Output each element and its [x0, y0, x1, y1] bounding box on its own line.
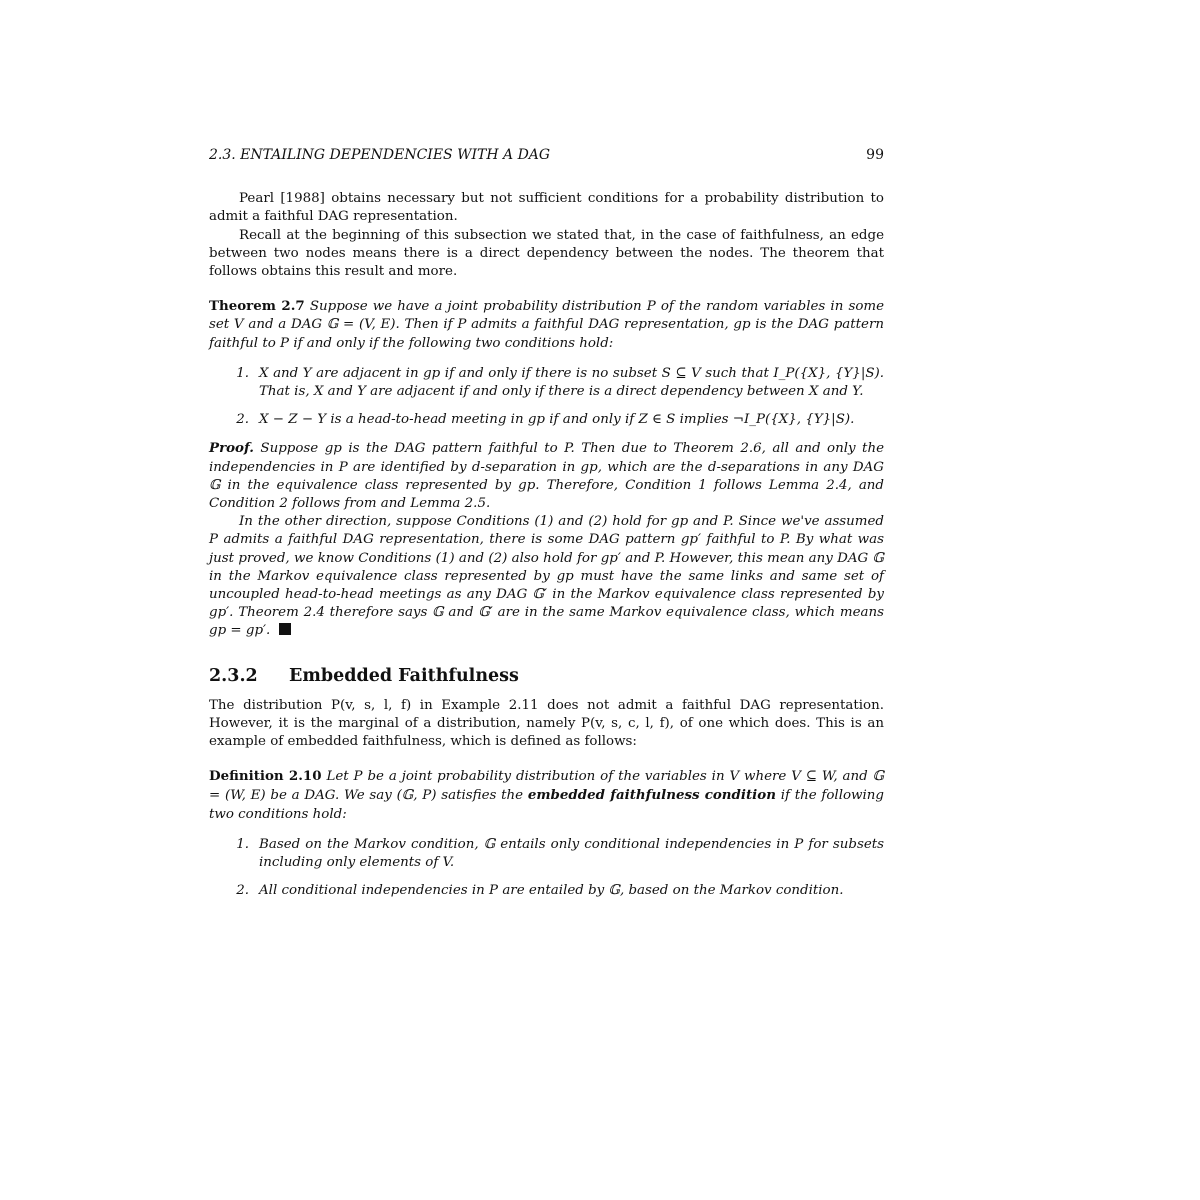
condition-number: 2.	[236, 883, 249, 899]
theorem-condition-1	[209, 365, 884, 401]
section-title: Embedded Faithfulness	[289, 665, 519, 686]
definition-2-10	[209, 767, 884, 900]
proof-paragraph-1: Suppose gp is the DAG pattern faithful to P. Then due to Theorem 2.6, all and only the independencies in P are identified by d-separation in gp, which are the d-separations in any DAG 𝔾 in the equivalence class represented by gp. Therefore, Condition 1 follows Lemma 2.4, and Condition 2 follows from and Lemma 2.5.	[209, 441, 884, 512]
proof-label: Proof.	[209, 440, 254, 457]
intro-paragraph-2: Recall at the beginning of this subsection we stated that, in the case of faithfulness, an edge between two nodes means there is a direct dependency between the nodes. The theorem that follows obtains this result and more.	[209, 227, 884, 280]
condition-text: All conditional independencies in P are entailed by 𝔾, based on the Markov condition.	[259, 883, 844, 899]
condition-number: 2.	[236, 412, 249, 428]
theorem-conditions	[209, 365, 884, 430]
theorem-label: Theorem 2.7	[209, 298, 305, 315]
definition-text-before: Let P be a joint probability distribution of the variables in V where V ⊆ W, and 𝔾 = (W, E) be a DAG. We say (𝔾, P) satisfies the	[209, 769, 884, 804]
condition-text: X and Y are adjacent in gp if and only if there is no subset S ⊆ V such that I_P({X}, {Y}|S). That is, X and Y are adjacent if and only if there is a direct dependency between X and Y.	[259, 365, 884, 400]
section-number: 2.3.2	[209, 665, 258, 686]
section-heading	[209, 665, 884, 687]
section-paragraph: The distribution P(v, s, l, f) in Example 2.11 does not admit a faithful DAG representation. However, it is the marginal of a distribution, namely P(v, s, c, l, f), of one which does. This is an example of embedded faithfulness, which is defined as follows:	[209, 697, 884, 750]
condition-number: 1.	[236, 836, 249, 852]
proof-paragraph-2: In the other direction, suppose Conditions (1) and (2) hold for gp and P. Since we've assumed P admits a faithful DAG representation, there is some DAG pattern gp′ faithful to P. By what was just proved, we know Conditions (1) and (2) also hold for gp′ and P. However, this mean any DAG 𝔾 in the Markov equivalence class represented by gp must have the same links and same set of uncoupled head-to-head meetings as any DAG 𝔾′ in the Markov equivalence class represented by gp′. Theorem 2.4 therefore says 𝔾 and 𝔾′ are in the same Markov equivalence class, which means gp = gp′.	[209, 514, 884, 639]
running-header	[209, 146, 884, 164]
condition-text: X − Z − Y is a head-to-head meeting in gp if and only if Z ∈ S implies ¬I_P({X}, {Y}|S).	[259, 412, 855, 428]
running-title: 2.3. ENTAILING DEPENDENCIES WITH A DAG	[209, 147, 551, 163]
definition-condition-1	[209, 836, 884, 872]
theorem-2-7	[209, 297, 884, 429]
theorem-condition-2	[209, 411, 884, 429]
theorem-statement: Suppose we have a joint probability distribution P of the random variables in some set V and a DAG 𝔾 = (V, E). Then if P admits a faithful DAG representation, gp is the DAG pattern faithful to P if and only if the following two conditions hold:	[209, 299, 884, 351]
intro-paragraph-1: Pearl [1988] obtains necessary but not sufficient conditions for a probability distribution to admit a faithful DAG representation.	[209, 191, 884, 225]
book-page	[209, 140, 884, 911]
definition-conditions	[209, 836, 884, 901]
definition-condition-2	[209, 882, 884, 900]
definition-label: Definition 2.10	[209, 768, 322, 785]
definition-emphasis: embedded faithfulness condition	[527, 787, 776, 804]
qed-square-icon	[279, 623, 291, 635]
proof	[209, 439, 884, 640]
definition-text-after: if the following two conditions hold:	[209, 788, 884, 822]
condition-text: Based on the Markov condition, 𝔾 entails only conditional independencies in P for subsets including only elements of V.	[259, 836, 884, 871]
page-number: 99	[866, 147, 884, 163]
condition-number: 1.	[236, 365, 249, 381]
